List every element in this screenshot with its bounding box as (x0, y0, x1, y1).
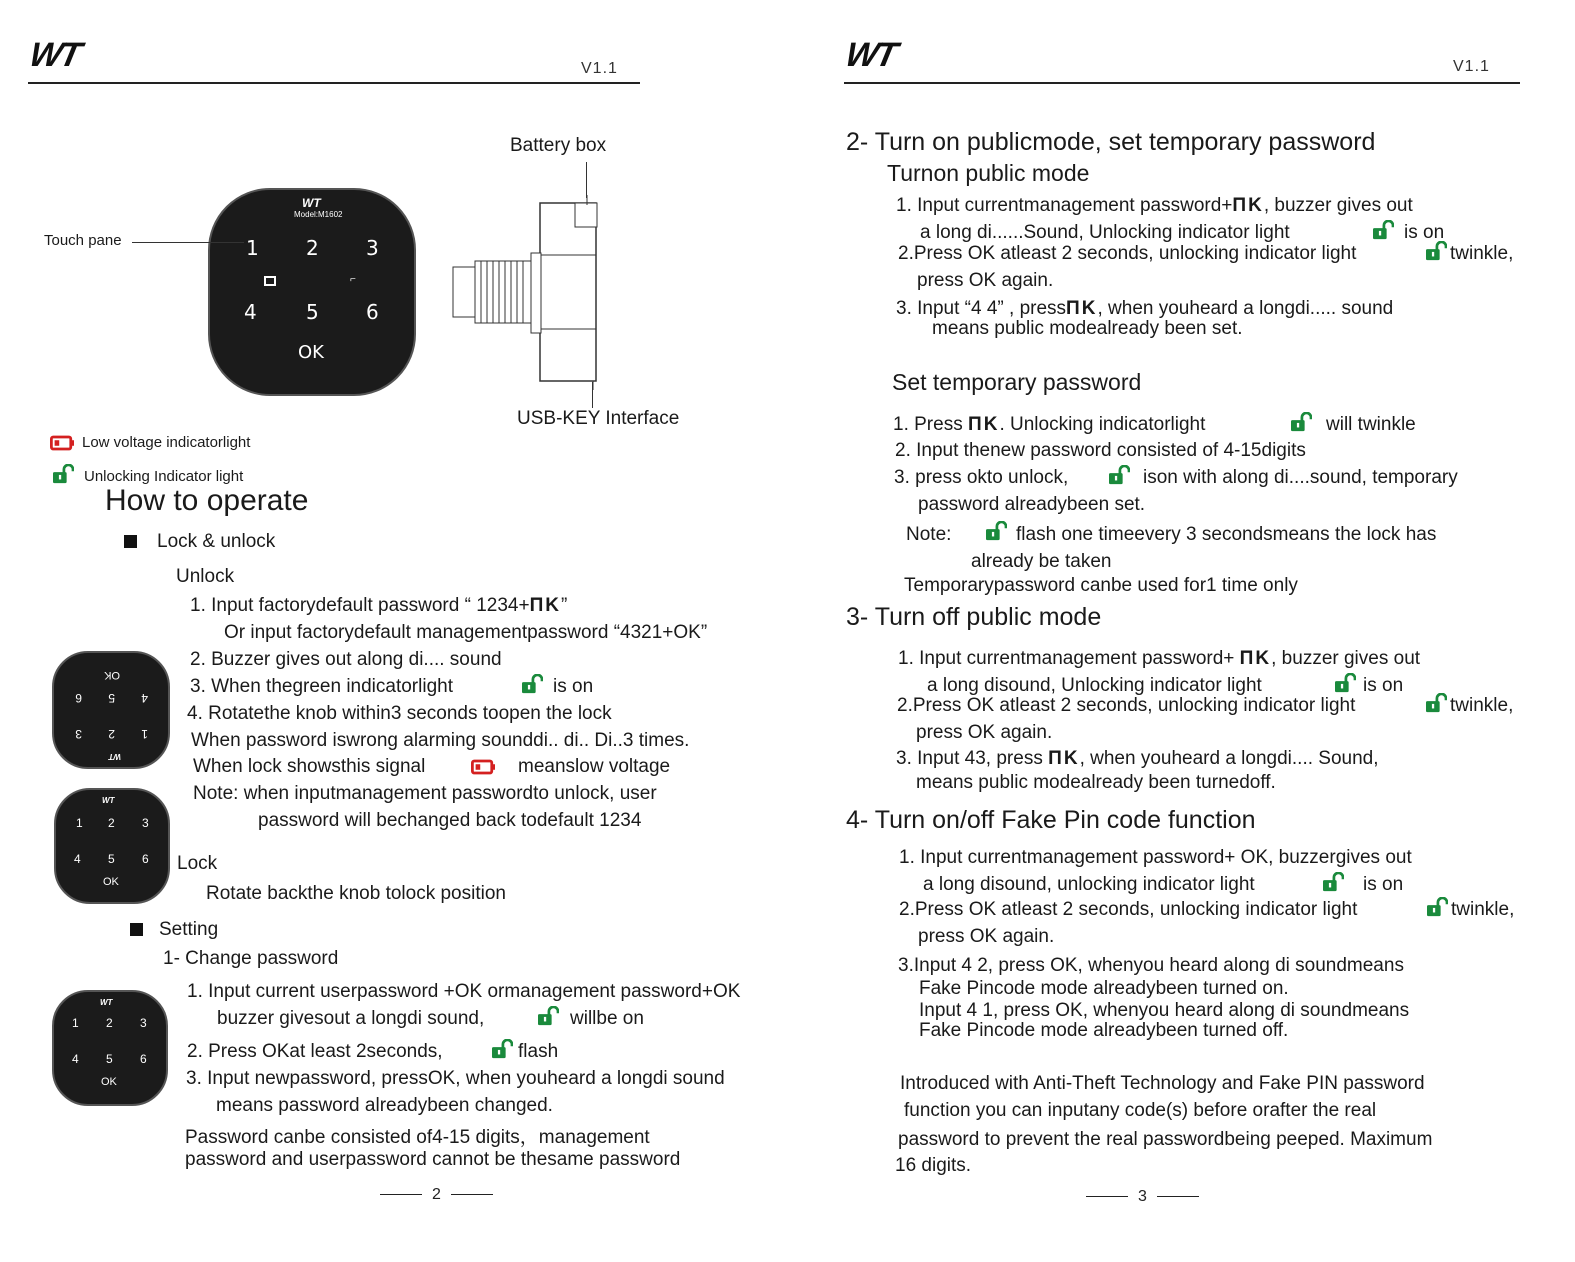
setting-step-3b: means password alreadybeen changed. (216, 1095, 553, 1116)
touch-pane-leader (132, 242, 244, 243)
off-step-1c: is on (1363, 675, 1404, 696)
setting-heading: Setting (130, 919, 218, 941)
temp-step-2: 2. Input thenew password consisted of 4-15digits (895, 440, 1306, 461)
fake-step-2: 2.Press OK atleast 2 seconds, unlocking indicator light (899, 899, 1358, 920)
unlock-icon (491, 1039, 513, 1059)
key-1: 1 (246, 236, 259, 260)
page-title: How to operate (105, 484, 309, 517)
page-number: 2 (370, 1186, 503, 1204)
keypad-thumbnail: WT 1 2 3 4 5 6 OK (52, 990, 168, 1106)
keypad-unlock-icon: ⌐ (350, 274, 356, 285)
lock-unlock-heading: Lock & unlock (124, 531, 275, 553)
key-4: 4 (244, 300, 257, 324)
note-line-2: password will bechanged back todefault 1234 (258, 810, 642, 831)
page-number: 3 (1076, 1188, 1209, 1206)
public-step-2b: twinkle, (1450, 243, 1514, 264)
keypad-front-illustration (208, 188, 416, 396)
setting-step-1b: buzzer givesout a longdi sound, (217, 1008, 485, 1029)
temp-note-label: Note: (906, 524, 952, 545)
wrong-password-text: When password iswrong alarming sounddi.. di.. Di..3 times. (191, 730, 690, 751)
bullet-icon (130, 923, 143, 936)
unlock-subheading: Unlock (176, 566, 235, 587)
battery-box-leader (586, 162, 587, 198)
low-voltage-icon (50, 435, 74, 451)
key-6: 6 (366, 300, 379, 324)
unlock-icon (1334, 673, 1356, 693)
unlock-icon (1372, 220, 1394, 240)
key-3: 3 (366, 236, 379, 260)
temp-password-subheading: Set temporary password (892, 369, 1142, 395)
setting-step-1: 1. Input current userpassword +OK ormanagement password+OK (187, 981, 741, 1002)
low-voltage-icon (471, 759, 495, 775)
temp-step-3: 3. press okto unlock, (894, 467, 1069, 488)
intro-line-4: 16 digits. (895, 1155, 972, 1176)
intro-line-3: password to prevent the real passwordbeing peeped. Maximum (898, 1129, 1433, 1150)
ok-glyph: ΠK (1239, 648, 1272, 669)
unlock-icon (521, 674, 543, 694)
brand-logo: WT (26, 36, 84, 74)
password-rule-1: Password canbe consisted of4-15 digits，management (185, 1127, 650, 1148)
ok-glyph: ΠK (1232, 195, 1264, 216)
temp-step-3b: ison with along di....sound, temporary (1143, 467, 1458, 488)
section-2-title: 2- Turn on publicmode, set temporary password (846, 128, 1376, 156)
section-3-title: 3- Turn off public mode (846, 603, 1102, 631)
intro-line-2: function you can inputany code(s) before orafter the real (904, 1100, 1377, 1121)
keypad-model: Model:M1602 (294, 210, 343, 219)
unlock-step-4: 4. Rotatethe knob within3 seconds toopen the lock (187, 703, 612, 724)
public-step-2c: press OK again. (917, 270, 1054, 291)
unlock-icon (1108, 465, 1130, 485)
public-step-3: 3. Input “4 4” , pressΠK, when youheard a longdi..... sound (896, 298, 1394, 319)
lock-step: Rotate backthe knob tolock position (206, 883, 506, 904)
keypad-brand: WT (302, 196, 321, 210)
off-step-2c: press OK again. (916, 722, 1053, 743)
temp-note-1: flash one timeevery 3 secondsmeans the lock has (1016, 524, 1437, 545)
setting-step-2: 2. Press OKat least 2seconds, (187, 1041, 443, 1062)
intro-line-1: Introduced with Anti-Theft Technology and Fake PIN password (900, 1073, 1425, 1094)
low-signal-text: When lock showsthis signal (193, 756, 426, 777)
change-password-heading: 1- Change password (163, 948, 339, 969)
public-step-1c: is on (1404, 222, 1445, 243)
temp-step-1c: will twinkle (1326, 414, 1416, 435)
battery-box-label: Battery box (510, 135, 607, 156)
unlock-step-1b: Or input factorydefault managementpassword “4321+OK” (224, 622, 708, 643)
version-label: V1.1 (581, 60, 618, 77)
version-label: V1.1 (1453, 58, 1490, 75)
key-ok: OK (298, 342, 324, 363)
off-step-2: 2.Press OK atleast 2 seconds, unlocking indicator light (897, 695, 1356, 716)
keypad-lock-icon (264, 276, 276, 286)
fake-step-3b: Fake Pincode mode alreadybeen turned on. (919, 978, 1289, 999)
public-mode-subheading: Turnon public mode (887, 160, 1090, 186)
off-step-1: 1. Input currentmanagement password+ ΠK, buzzer gives out (898, 648, 1421, 669)
setting-step-1c: willbe on (570, 1008, 644, 1029)
unlock-step-2: 2. Buzzer gives out along di.... sound (190, 649, 502, 670)
lock-side-view-illustration (445, 195, 605, 390)
off-step-1b: a long disound, Unlocking indicator light (927, 675, 1262, 696)
ok-glyph: ΠK (967, 414, 1000, 435)
public-step-1b: a long di......Sound, Unlocking indicator light (920, 222, 1290, 243)
unlock-icon (985, 521, 1007, 541)
key-5: 5 (306, 300, 319, 324)
fake-step-3d: Fake Pincode mode alreadybeen turned off. (919, 1020, 1289, 1041)
fake-step-1c: is on (1363, 874, 1404, 895)
unlock-step-3-end: is on (553, 676, 594, 697)
unlock-icon (1426, 897, 1448, 917)
setting-step-3: 3. Input newpassword, pressOK, when youheard a longdi sound (186, 1068, 725, 1089)
usb-key-leader (592, 382, 593, 408)
off-step-2b: twinkle, (1450, 695, 1514, 716)
fake-step-3c: Input 4 1, press OK, whenyou heard along di soundmeans (919, 1000, 1410, 1021)
ok-glyph: ΠK (529, 595, 562, 616)
ok-glyph: ΠK (1066, 298, 1098, 319)
touch-pane-label: Touch pane (44, 232, 122, 249)
setting-step-2b: flash (518, 1041, 559, 1062)
unlock-icon (1425, 241, 1447, 261)
keypad-thumbnail: WT 1 2 3 4 5 6 OK (54, 788, 170, 904)
section-4-title: 4- Turn on/off Fake Pin code function (846, 806, 1256, 834)
key-2: 2 (306, 236, 319, 260)
unlock-step-1: 1. Input factorydefault password “ 1234+ΠK” (190, 595, 568, 616)
fake-step-1b: a long disound, unlocking indicator light (923, 874, 1255, 895)
password-rule-2: password and userpassword cannot be thesame password (185, 1149, 681, 1170)
off-step-3b: means public modealready been turnedoff. (916, 772, 1276, 793)
bullet-icon (124, 535, 137, 548)
header-rule (28, 82, 640, 84)
ok-glyph: ΠK (1048, 748, 1080, 769)
unlock-icon (52, 464, 74, 484)
lock-subheading: Lock (177, 853, 218, 874)
public-step-2: 2.Press OK atleast 2 seconds, unlocking indicator light (898, 243, 1357, 264)
low-voltage-legend: Low voltage indicatorlight (82, 434, 251, 451)
header-rule (844, 82, 1520, 84)
usb-key-label: USB-KEY Interface (517, 408, 680, 429)
fake-step-1: 1. Input currentmanagement password+ OK, buzzergives out (899, 847, 1412, 868)
unlock-icon (1425, 693, 1447, 713)
fake-step-2b: twinkle, (1451, 899, 1515, 920)
note-line-1: Note: when inputmanagement passwordto unlock, user (193, 783, 657, 804)
fake-step-2c: press OK again. (918, 926, 1055, 947)
temp-note-1b: already be taken (971, 551, 1112, 572)
brand-logo: WT (842, 36, 900, 74)
off-step-3: 3. Input 43, press ΠK, when youheard a longdi.... Sound, (896, 748, 1379, 769)
unlock-icon (1290, 412, 1312, 432)
unlock-icon (1322, 872, 1344, 892)
public-step-3b: means public modealready been set. (932, 318, 1243, 339)
temp-step-3c: password alreadybeen set. (918, 494, 1146, 515)
unlock-step-3: 3. When thegreen indicatorlight (190, 676, 453, 697)
public-step-1: 1. Input currentmanagement password+ΠK, buzzer gives out (896, 195, 1413, 216)
temp-note-2: Temporarypassword canbe used for1 time only (904, 575, 1298, 596)
low-signal-text-end: meanslow voltage (518, 756, 671, 777)
unlocking-legend: Unlocking Indicator light (84, 468, 244, 485)
unlock-icon (537, 1006, 559, 1026)
fake-step-3: 3.Input 4 2, press OK, whenyou heard along di soundmeans (898, 955, 1404, 976)
keypad-thumbnail-rotated: WT 1 2 3 4 5 6 OK (52, 651, 170, 769)
temp-step-1: 1. Press ΠK. Unlocking indicatorlight (893, 414, 1206, 435)
